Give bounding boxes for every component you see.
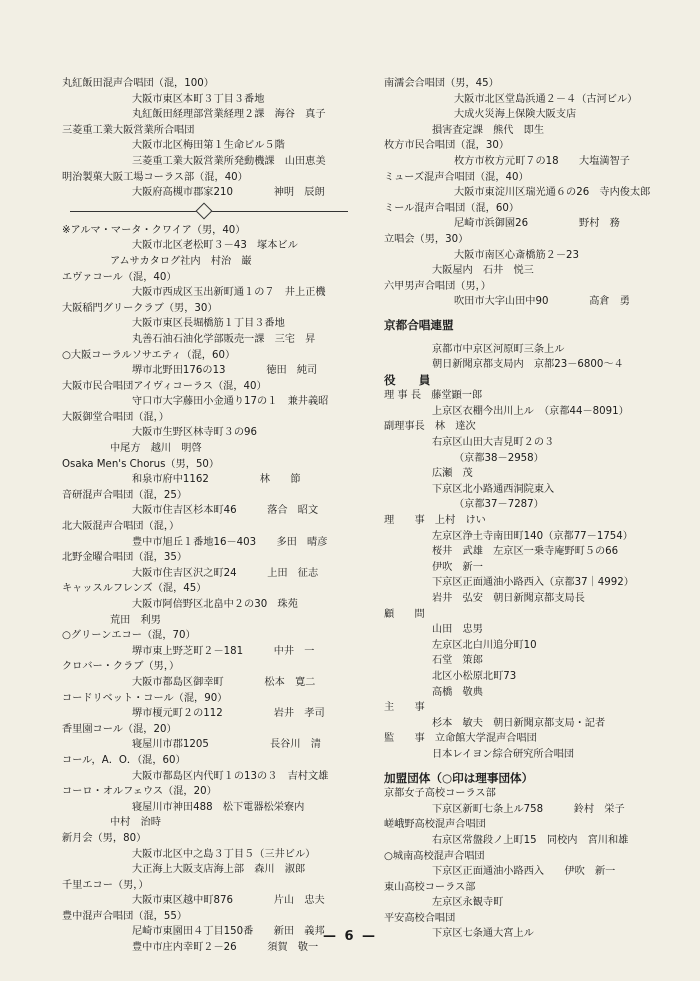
entry-detail [62,535,362,551]
line-text: アムサカタログ社内 村治 巌 [110,255,252,267]
entry-name [384,731,656,747]
entry-detail [384,685,656,701]
line-text: 大阪市都島区内代町１の13の３ 吉村文雄 [132,770,329,782]
entry-detail [384,248,656,264]
entry-name [384,388,656,404]
entry-detail [62,425,362,441]
line-text: 吹田市大字山田中90 高倉 勇 [454,296,630,308]
line-text: 堺市北野田176の13 徳田 純司 [132,365,318,377]
spacer [384,763,656,771]
entry-name [384,817,656,833]
entry-detail [62,441,362,457]
line-text: エヴァコール（混，40） [62,271,177,283]
entry-name [384,607,656,623]
entry-detail [384,575,656,591]
line-text: 大阪稲門グリークラブ（男，30） [62,302,218,314]
line-text: 左京区永観寺町 [432,897,504,909]
entry-detail [384,357,656,373]
page-number: — 6 — [322,929,378,944]
entry-detail [384,451,656,467]
line-text: 大正海上大阪支店海上部 森川 淑郎 [132,864,306,876]
line-text: 広瀬 茂 [432,468,473,480]
entry-detail [62,92,362,108]
line-text: 尼崎市東園田４丁目150番 新田 義邦 [132,926,325,938]
entry-name [62,909,362,925]
line-text: 東山高校コーラス部 [384,881,476,893]
line-text: 石堂 策郎 [432,655,483,667]
section-heading [384,373,656,389]
line-text: 理 事 上村 けい [384,515,486,527]
entry-detail [384,92,656,108]
entry-detail [384,560,656,576]
entry-detail [384,107,656,123]
line-text: 下京区新町七条上ル758 鈴村 栄子 [432,803,625,815]
line-text: 大阪市阿倍野区北畠中２の30 珠苑 [132,599,298,610]
entry-name [62,691,362,707]
entry-name [62,379,362,395]
section-divider [62,201,362,223]
line-text: 左京区浄土寺南田町140（京都77－1754） [432,530,633,542]
entry-detail [384,482,656,498]
line-text: 寝屋川市郡1205 長谷川 清 [132,739,321,751]
entry-detail [62,566,362,582]
line-text: 右京区常盤段ノ上町15 同校内 宮川和雄 [432,834,629,846]
line-text: 明治製菓大阪工場コーラス部（混，40） [62,171,248,183]
entry-detail [384,864,656,880]
line-text: 岩井 弘安 朝日新聞京都支局長 [432,593,585,604]
entry-detail [384,154,656,170]
line-text: 丸紅飯田経理部営業経理２課 海谷 真子 [132,109,326,121]
entry-detail [384,638,656,654]
entry-name [384,170,656,186]
entry-name [62,550,362,566]
line-text: 京都市中京区河原町三条上ル [432,343,565,355]
entry-detail [384,622,656,638]
entry-detail [384,435,656,451]
line-text: 左京区北白川追分町10 [432,639,537,651]
line-text: ○グリーンエコー（混，70） [62,630,196,642]
spacer [384,334,656,342]
entry-detail [62,138,362,154]
line-text: 丸紅飯田混声合唱団（混，100） [62,78,214,89]
entry-name [384,76,656,92]
entry-detail [62,254,362,270]
line-text: ※アルマ・マータ・クワイア（男，40） [62,224,246,236]
entry-detail [62,363,362,379]
entry-detail [384,185,656,201]
entry-name [384,849,656,865]
entry-detail [62,394,362,410]
entry-name [62,76,362,92]
line-text: ○城南高校混声合唱団 [384,850,485,862]
entry-name [62,628,362,644]
line-text: 三菱重工業大阪営業所発動機課 山田恵美 [132,155,326,167]
entry-detail [62,107,362,123]
entry-name [62,223,362,239]
line-text: 丸善石油石油化学部販売一課 三宅 昇 [132,333,316,345]
entry-detail [384,544,656,560]
line-text: ミール混声合唱団（混，60） [384,202,520,214]
line-text: 高橋 敬典 [432,686,483,698]
line-text: 中尾方 越川 明啓 [110,443,202,455]
entry-detail [62,185,362,201]
entry-name [62,831,362,847]
line-text: 寝屋川市神田488 松下電器松栄寮内 [132,801,305,813]
entry-name [62,784,362,800]
line-text: 豊中市庄内幸町２－26 須賀 敬一 [132,942,319,954]
line-text: 北大阪混声合唱団（混，） [62,521,180,533]
entry-detail [62,862,362,878]
entry-detail [62,597,362,613]
line-text: 大阪市都島区御幸町 松本 寛二 [132,676,316,688]
line-text: 守口市大字藤田小金通り17の１ 兼井義昭 [132,396,329,408]
entry-detail [384,263,656,279]
line-text: 山田 忠男 [432,624,483,636]
line-text: 下京区七条通大宮上ル [432,928,534,940]
line-text: コール，A．O．（混，60） [62,754,186,766]
line-text: 大阪市北区堂島浜通２－４（古河ビル） [454,93,638,105]
line-text: 豊中市旭丘１番地16－403 多田 晴彦 [132,536,328,548]
entry-detail [62,675,362,691]
entry-detail [62,154,362,170]
line-text: 上京区衣棚今出川上ル （京都44－8091） [432,405,629,417]
entry-detail [62,285,362,301]
line-text: 北区小松原北町73 [432,670,517,682]
entry-name [62,878,362,894]
entry-detail [62,737,362,753]
left-column [62,76,362,956]
line-text: 下京区正面通油小路西入 伊吹 新一 [432,866,616,878]
line-text: 下京区北小路通西洞院東入 [432,483,555,495]
entry-name [62,753,362,769]
line-text: 大阪市東区長堀橋筋１丁目３番地 [132,318,285,330]
line-text: 音研混声合唱団（混，25） [62,489,188,501]
entry-name [62,170,362,186]
line-text: 大阪市北区老松町３－43 塚本ビル [132,240,298,252]
entry-detail [384,216,656,232]
line-text: 加盟団体（○印は理事団体） [384,770,534,785]
line-text: 平安高校合唱団 [384,912,456,924]
line-text: 損害査定課 熊代 即生 [432,124,545,136]
entry-name [62,123,362,139]
line-text: 和泉市府中1162 林 節 [132,474,301,486]
line-text: 北野金曜合唱団（混，35） [62,552,188,564]
entry-detail [384,833,656,849]
line-text: 大阪屋内 石井 悦三 [432,265,534,277]
entry-name [384,201,656,217]
line-text: 大阪市生野区林寺町３の96 [132,427,258,439]
entry-name [384,880,656,896]
right-column [384,76,656,942]
line-text: ○大阪コーラルソサエティ（混，60） [62,349,236,361]
line-text: 堺市榎元町２の112 岩井 孝司 [132,708,325,720]
line-text: 大阪市民合唱団アイヴィコーラス（混，40） [62,380,267,392]
line-text: 杉本 敏夫 朝日新聞京都支局・記者 [432,717,606,729]
entry-detail [384,342,656,358]
section-heading [384,771,656,787]
entry-detail [384,294,656,310]
entry-name [384,786,656,802]
entry-name [384,138,656,154]
entry-name [62,410,362,426]
line-text: 日本レイヨン綜合研究所合唱団 [432,748,575,760]
entry-detail [62,800,362,816]
line-text: 京都合唱連盟 [384,317,454,332]
line-text: 千里エコー（男，） [62,879,149,891]
entry-name [62,581,362,597]
entry-detail [384,653,656,669]
line-text: 大阪市東区本町３丁目３番地 [132,93,265,105]
line-text: 尼崎市浜御園26 野村 務 [454,218,620,230]
line-text: 大阪市住吉区沢之町24 上田 征志 [132,567,319,579]
line-text: 顧 問 [384,608,425,620]
line-text: 立唱会（男，30） [384,233,469,245]
entry-detail [384,404,656,420]
line-text: 南濡会合唱団（男，45） [384,78,499,89]
entry-detail [384,466,656,482]
line-text: コーロ・オルフェウス（混，20） [62,786,217,798]
entry-detail [384,497,656,513]
line-text: 三菱重工業大阪営業所合唱団 [62,124,195,136]
entry-detail [384,747,656,763]
line-text: 大阪市住吉区杉本町46 落合 昭文 [132,505,319,517]
line-text: 大阪市南区心斎橋筋２－23 [454,249,580,261]
entry-detail [62,815,362,831]
entry-detail [62,847,362,863]
entry-detail [62,613,362,629]
line-text: 朝日新聞京都支局内 京都23－6800～４ [432,359,624,371]
line-text: 香里園コール（混，20） [62,723,177,735]
line-text: 右京区山田大吉見町２の３ [432,437,555,449]
line-text: （京都37－7287） [454,499,544,511]
entry-detail [62,316,362,332]
entry-detail [62,706,362,722]
line-text: 枚方市民合唱団（混，30） [384,140,510,152]
entry-detail [384,895,656,911]
entry-name [384,419,656,435]
entry-detail [384,529,656,545]
entry-name [62,270,362,286]
entry-name [62,488,362,504]
line-text: 監 事 立命館大学混声合唱団 [384,733,537,745]
line-text: （京都38－2958） [454,452,544,464]
entry-name [62,659,362,675]
line-text: 大阪市東区越中町876 片山 忠夫 [132,895,325,907]
line-text: 理 事 長 藤堂顕一郎 [384,390,483,402]
entry-name [62,457,362,473]
entry-name [384,232,656,248]
entry-detail [62,238,362,254]
line-text: キャッスルフレンズ（混，45） [62,583,207,595]
entry-detail [384,591,656,607]
line-text: 大阪市北区梅田第１生命ビル５階 [132,140,285,152]
line-text: 堺市東上野芝町２－181 中井 一 [132,645,315,657]
line-text: 六甲男声合唱団（男，） [384,280,491,292]
entry-name [384,279,656,295]
entry-detail [62,769,362,785]
line-text: 枚方市枚方元町７の18 大塩満智子 [454,155,630,167]
entry-detail [62,332,362,348]
entry-detail [384,669,656,685]
line-text: 大阪御堂合唱団（混，） [62,411,169,423]
line-text: 桜井 武雄 左京区一乗寺庵野町５の66 [432,546,619,558]
line-text: 大阪市西成区玉出新町通１の７ 井上正機 [132,287,326,299]
diamond-ornament-icon [196,202,213,219]
line-text: 役 員 [384,372,431,387]
entry-name [62,519,362,535]
line-text: 伊吹 新一 [432,561,483,573]
line-text: 大阪市東淀川区瑞光通６の26 寺内俊太郎 [454,187,651,199]
line-text: 主 事 [384,702,425,714]
line-text: 中村 治時 [110,817,161,829]
line-text: Osaka Men's Chorus（男，50） [62,458,220,470]
line-text: 副理事長 林 達次 [384,421,476,433]
entry-detail [62,893,362,909]
line-text: 荒田 利男 [110,614,161,626]
entry-name [62,301,362,317]
entry-name [384,911,656,927]
line-text: 豊中混声合唱団（混，55） [62,910,188,922]
entry-detail [384,716,656,732]
line-text: ミューズ混声合唱団（混，40） [384,171,529,183]
section-heading [384,318,656,334]
entry-detail [384,123,656,139]
line-text: 京都女子高校コーラス部 [384,788,496,800]
line-text: 大阪市北区中之島３丁目５（三井ビル） [132,848,316,860]
entry-name [384,513,656,529]
entry-detail [62,644,362,660]
line-text: 大阪府高槻市郡家210 神明 辰朗 [132,187,325,199]
line-text: クロバー・クラブ（男，） [62,661,180,673]
line-text: 新月会（男，80） [62,832,147,844]
line-text: 大成火災海上保険大阪支店 [454,109,577,121]
line-text: 下京区正面通油小路西入（京都37｜4992） [432,577,634,589]
entry-name [62,722,362,738]
line-text: 嵯峨野高校混声合唱団 [384,819,486,831]
entry-name [384,700,656,716]
entry-detail [62,503,362,519]
entry-name [62,348,362,364]
line-text: コードリベット・コール（混，90） [62,692,228,704]
entry-detail [62,472,362,488]
entry-detail [384,802,656,818]
spacer [384,310,656,318]
